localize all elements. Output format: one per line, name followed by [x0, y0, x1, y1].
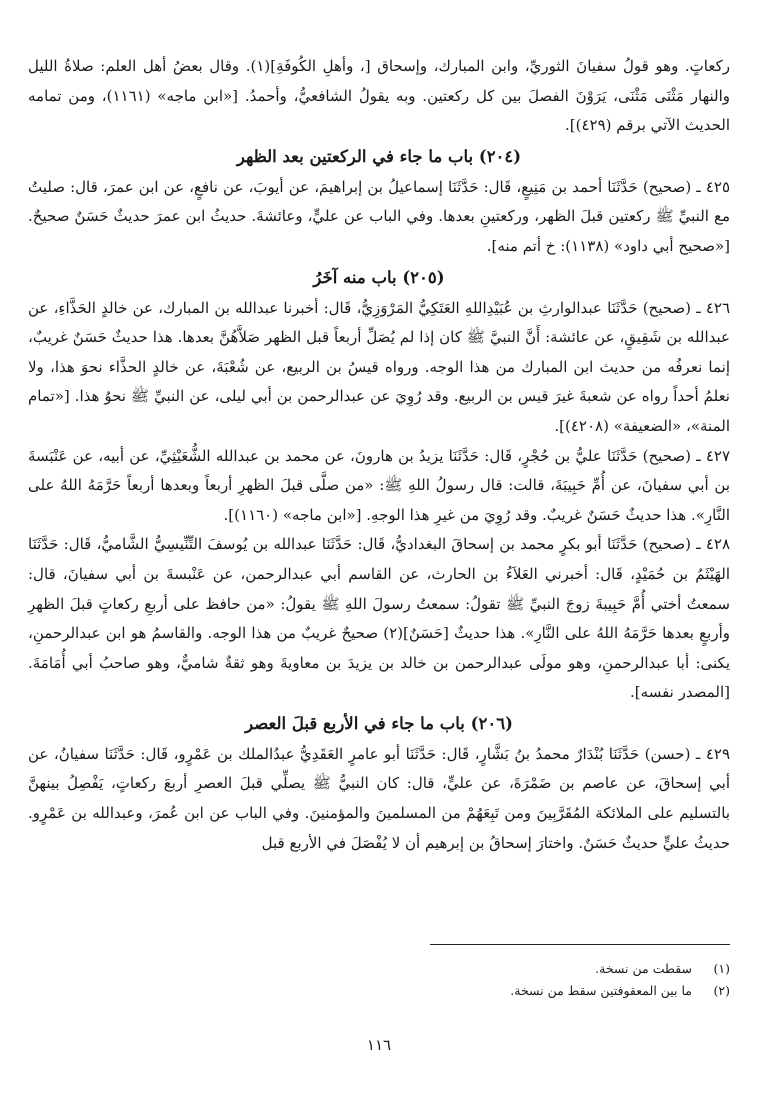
footnote-1 [28, 958, 730, 980]
footnote-number: (٢) [713, 983, 730, 998]
hadith-426: ٤٢٦ ـ (صحيح) حَدَّثَنَا عبدالوارثِ بن عُبَيْدِاللهِ العَتَكِيُّ المَرْوَزِيُّ، قَال: أخبرنا عبدالله بن المبارك، عن خالدٍ الحَذَّاءِ، عن عبدالله بن شَقِيقٍ، عن عائشة: أَنَّ النبيَّ ﷺ كان إذا لم يُصَلِّ أربعاً قبل الظهر صَلاَّهُنَّ بعدها. هذا حديثٌ حَسَنٌ غريبٌ، إنما نعرفُه من حديث ابن المبارك من هذا الوجه. ورواه قيسُ بن الربيع، عن شُعْبَةَ، عن خالدٍ الحذَّاء نحوَ هذا، ولا نعلمُ أحداً رواه عن شعبةَ غيرَ قيس بن الربيع. وقد رُوِيَ عن عبدالرحمن بن أبي ليلى، عن النبيِّ ﷺ نحوُ هذا. [«تمام المنة»، «الضعيفة» (٤٢٠٨)]. [28, 298, 730, 435]
footnote-text: ما بين المعقوفتين سقط من نسخة. [510, 983, 693, 998]
footnote-text: سقطت من نسخة. [595, 961, 693, 976]
hadith-425: ٤٢٥ ـ (صحيح) حَدَّثَنَا أحمد بن مَنِيعٍ، قَال: حَدَّثَنَا إسماعيلُ بن إبراهيمَ، عن أيوبَ، عن نافعٍ، عن ابن عمرَ، قال: صليتُ مع النبيِّ ﷺ ركعتين قبلَ الظهر، وركعتينِ بعدها. وفي الباب عن عليٍّ، وعائشةَ. حديثُ ابن عمرَ حديثٌ حَسَنٌ صحيحٌ. [«صحيح أبي داود» (١١٣٨): خ أتم منه]. [28, 177, 730, 255]
footnotes [28, 958, 730, 1002]
chapter-heading-205: (٢٠٥) باب منه آخَرُ [313, 267, 445, 287]
chapter-heading-204: (٢٠٤) باب ما جاء في الركعتين بعد الظهر [236, 146, 522, 166]
page-body [28, 52, 730, 858]
footnote-divider [430, 944, 730, 945]
hadith-428: ٤٢٨ ـ (صحيح) حَدَّثَنَا أبو بكرٍ محمد بن إسحاقَ البغداديُّ، قَال: حَدَّثَنَا عبدالله بن يُوسفَ التِّنِّيسِيُّ الشَّاميُّ، قَال: حَدَّثَنَا الهَيْثَمُ بن حُمَيْدٍ، قَال: أخبرني العَلاَءُ بن الحارث، عن القاسم أبي عبدالرحمن، عن عَنْبسةَ بن أبي سفيانَ، قال: سمعتُ أختي أُمَّ حَبِيبةَ زوجَ النبيِّ ﷺ تقولُ: سمعتُ رسولَ اللهِ ﷺ يقولُ: «من حافظ على أربعِ ركعاتٍ قبلَ الظهرِ وأربعٍ بعدها حَرَّمَهُ اللهُ على النَّارِ». هذا حديثٌ [حَسَنٌ](٢) صحيحٌ غريبٌ من هذا الوجه. والقاسمُ هو ابن عبدالرحمنِ، يكنى: أبا عبدالرحمنِ، وهو مولَى عبدالرحمن بن خالد بن يزيدَ بن معاويةَ وهو ثقةٌ شاميٌّ، وهو صاحبُ أبي أُمَامَةَ. [المصدر نفسه]. [28, 535, 730, 702]
hadith-427: ٤٢٧ ـ (صحيح) حَدَّثَنَا عليُّ بن حُجْرٍ، قَال: حَدَّثَنَا يزيدُ بن هارونَ، عن محمد بن عبدالله الشُّعَيْثِيِّ، عن أبيه، عن عَنْبَسةَ بن أبي سفيانَ، عن أُمِّ حَبِيبَةَ، قالت: قال رسولُ اللهِ ﷺ: «من صلَّى قبلَ الظهرِ أربعاً وبعدها أربعاً حَرَّمَهُ اللهُ على النَّارِ». هذا حديثٌ حَسَنٌ غريبٌ. وقد رُوِيَ من غيرِ هذا الوجهِ. [«ابن ماجه» (١١٦٠)]. [28, 446, 730, 524]
footnote-number: (١) [713, 961, 730, 976]
page-number: ١١٦ [366, 1036, 392, 1054]
footnote-2 [28, 980, 730, 1002]
paragraph-continuation: ركعاتٍ. وهو قولُ سفيانَ الثوريِّ، وابن المبارك، وإسحاق [، وأهلِ الكُوفَةِ](١). وقال بعضُ أهل العلم: صلاةُ الليل والنهار مَثْنَى مَثْنَى، يَرَوْنَ الفصلَ بين كل ركعتين. وبه يقولُ الشافعيُّ، وأحمدُ. [«ابن ماجه» (١١٦١)، ومن تمامه الحديث الآتي برقم (٤٢٩)]. [28, 57, 730, 135]
hadith-429: ٤٢٩ ـ (حسن) حَدَّثَنَا بُنْدَارٌ محمدُ بنُ بَشَّارٍ، قَال: حَدَّثَنَا أبو عامرٍ العَقَدِيُّ عبدُالملك بن عَمْرٍو، قَال: حَدَّثَنَا سفيانُ، عن أبي إسحاقَ، عن عاصم بن ضَمْرَةَ، عن عليٍّ، قال: كان النبيُّ ﷺ يصلِّي قبلَ العصرِ أربعَ ركعاتٍ، يَفْصِلُ بينهنَّ بالتسليم على الملائكة المُقَرَّبِينَ ومن تَبِعَهُمْ من المسلمينَ والمؤمنينَ. وفي الباب عن ابن عُمرَ، وعبدالله بن عَمْرٍو. حديثُ عليٍّ حديثٌ حَسَنٌ. واختارَ إسحاقُ بن إبرهيم أن لا يُفْصَلَ في الأربع قبل [28, 744, 730, 852]
chapter-heading-206: (٢٠٦) باب ما جاء في الأربع قبلَ العصر [245, 713, 513, 733]
